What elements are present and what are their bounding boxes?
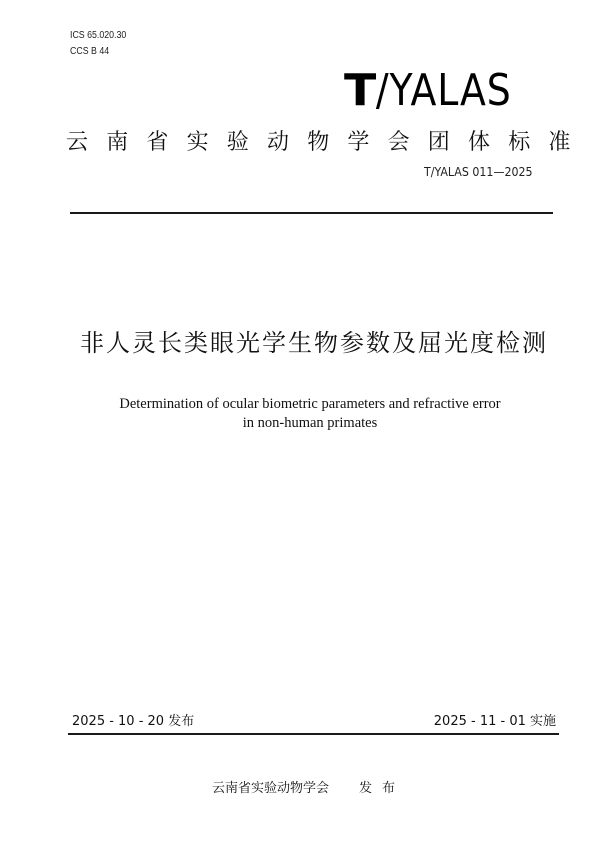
- footer-divider: [68, 733, 559, 735]
- org-code-suffix: /YALAS: [375, 65, 512, 116]
- standard-type-heading: 云南省实验动物学会团体标准: [66, 130, 589, 155]
- document-title-chinese: 非人灵长类眼光学生物参数及屈光度检测: [80, 329, 548, 357]
- issue-verb: 发布: [359, 781, 406, 796]
- issuer-line: [212, 781, 405, 797]
- english-title-line-2: in non-human primates: [242, 415, 378, 431]
- issue-date: 2025 - 10 - 20 发布: [72, 714, 195, 729]
- organization-code-logo: [344, 65, 512, 116]
- header-divider: [70, 212, 553, 214]
- ics-code: ICS 65.020.30: [70, 30, 127, 41]
- standard-number: T/YALAS 011—2025: [424, 165, 533, 179]
- implementation-date: 2025 - 11 - 01 实施: [433, 714, 556, 729]
- issuer-name: 云南省实验动物学会: [212, 781, 330, 796]
- org-code-prefix: T: [344, 65, 378, 116]
- ccs-code: CCS B 44: [70, 46, 110, 57]
- english-title-line-1: Determination of ocular biometric parameters and refractive error: [119, 396, 501, 412]
- document-title-english: [100, 395, 520, 433]
